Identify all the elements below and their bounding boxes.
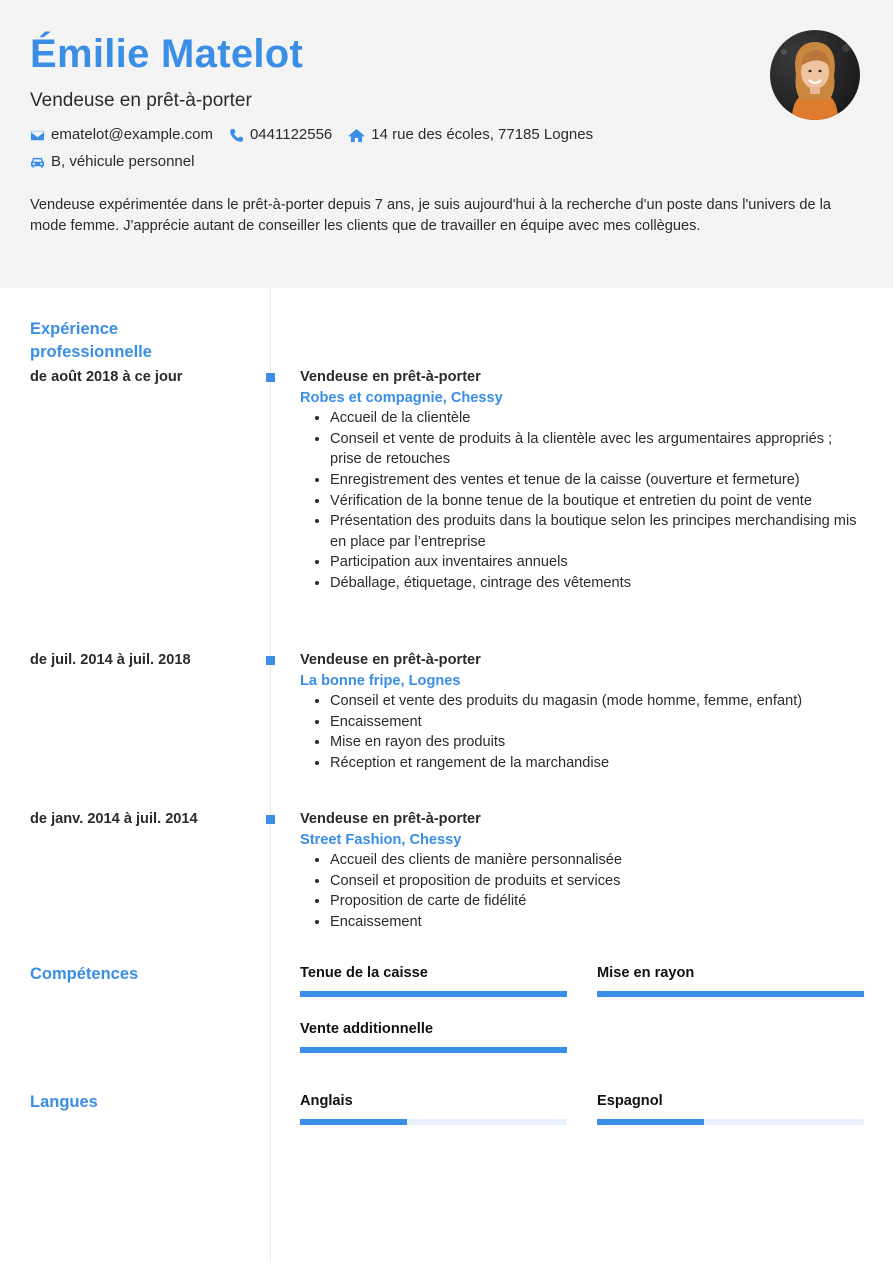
list-item: • Proposition de carte de fidélité: [330, 891, 865, 912]
list-item: • Conseil et proposition de produits et services: [330, 871, 865, 892]
skill-item: [300, 963, 567, 997]
profile-photo-image: [770, 30, 860, 120]
timeline-marker: [266, 373, 275, 382]
job-3: [300, 809, 865, 933]
experience-section-title: Expérience professionnelle: [30, 320, 152, 361]
list-item: • Accueil de la clientèle: [330, 408, 865, 429]
skills-section-title: Compétences: [30, 965, 139, 983]
language-level-bar: [300, 1119, 567, 1125]
skill-item: [597, 963, 864, 997]
job-company: Robes et compagnie, Chessy: [300, 389, 503, 406]
list-item: • Déballage, étiquetage, cintrage des vêtements: [330, 573, 865, 594]
list-item: • Enregistrement des ventes et tenue de la caisse (ouverture et fermeture): [330, 470, 865, 491]
contact-address: [348, 125, 593, 145]
language-level-fill: [300, 1119, 407, 1125]
list-item: • Réception et rangement de la marchandise: [330, 753, 865, 774]
language-level-bar: [597, 1119, 864, 1125]
language-name: Anglais: [300, 1093, 353, 1109]
language-item: [597, 1091, 864, 1125]
contact-license: [30, 152, 194, 172]
skill-level-fill: [597, 991, 864, 997]
skill-level-bar: [597, 991, 864, 997]
list-item: • Mise en rayon des produits: [330, 732, 865, 753]
language-item: [300, 1091, 567, 1125]
job-2: [300, 650, 865, 774]
job-1: [300, 367, 865, 594]
list-item: • Conseil et vente de produits à la clientèle avec les argumentaires appropriés ; prise de retouches: [330, 429, 865, 470]
job-company: Street Fashion, Chessy: [300, 831, 462, 848]
skill-level-fill: [300, 1047, 567, 1053]
address-text: 14 rue des écoles, 77185 Lognes: [371, 126, 594, 143]
email-text[interactable]: ematelot@example.com: [51, 126, 213, 143]
cv-header: [0, 0, 893, 288]
languages-section-title: Langues: [30, 1093, 98, 1111]
contact-email: [30, 125, 213, 145]
contact-row: [30, 125, 609, 145]
language-level-fill: [597, 1119, 704, 1125]
job-tasks: [300, 691, 865, 773]
list-item: • Conseil et vente des produits du magasin (mode homme, femme, enfant): [330, 691, 865, 712]
job-role: Vendeuse en prêt-à-porter: [300, 811, 481, 827]
job-role: Vendeuse en prêt-à-porter: [300, 652, 481, 668]
candidate-name: Émilie Matelot: [30, 32, 304, 76]
envelope-icon: [30, 128, 45, 143]
list-item: • Encaissement: [330, 712, 865, 733]
profile-summary: Vendeuse expérimentée dans le prêt-à-porter depuis 7 ans, je suis aujourd'hui à la recherche d'un poste dans l'univers de la mode femme. J'apprécie autant de conseiller les clients que de travailler en équipe avec mes collègues.: [30, 197, 831, 234]
list-item: • Vérification de la bonne tenue de la boutique et entretien du point de vente: [330, 491, 865, 512]
job-2-period: de juil. 2014 à juil. 2018: [30, 652, 191, 668]
skill-level-bar: [300, 991, 567, 997]
contact-row-2: [30, 152, 210, 172]
timeline-marker: [266, 815, 275, 824]
list-item: • Encaissement: [330, 912, 865, 933]
list-item: • Accueil des clients de manière personnalisée: [330, 850, 865, 871]
skill-level-bar: [300, 1047, 567, 1053]
skill-name: Vente additionnelle: [300, 1021, 433, 1037]
job-tasks: [300, 408, 865, 593]
phone-icon: [229, 128, 244, 143]
phone-text[interactable]: 0441122556: [249, 126, 333, 143]
job-tasks: [300, 850, 865, 932]
skill-level-fill: [300, 991, 567, 997]
skill-name: Tenue de la caisse: [300, 965, 428, 981]
job-role: Vendeuse en prêt-à-porter: [300, 369, 481, 385]
language-name: Espagnol: [597, 1093, 663, 1109]
job-1-period: de août 2018 à ce jour: [30, 369, 183, 385]
timeline-divider: [270, 288, 271, 1263]
car-icon: [30, 155, 45, 170]
job-company: La bonne fripe, Lognes: [300, 672, 461, 689]
list-item: • Présentation des produits dans la boutique selon les principes merchandising mis en place par l’entreprise: [330, 511, 865, 552]
skill-name: Mise en rayon: [597, 965, 695, 981]
job-3-period: de janv. 2014 à juil. 2014: [30, 811, 198, 827]
skill-item: [300, 1019, 567, 1053]
timeline-marker: [266, 656, 275, 665]
contact-phone: [229, 125, 332, 145]
list-item: • Participation aux inventaires annuels: [330, 552, 865, 573]
profile-photo: [770, 30, 860, 120]
license-text: B, véhicule personnel: [51, 153, 195, 170]
home-icon: [348, 128, 365, 143]
candidate-title: Vendeuse en prêt-à-porter: [30, 90, 252, 111]
